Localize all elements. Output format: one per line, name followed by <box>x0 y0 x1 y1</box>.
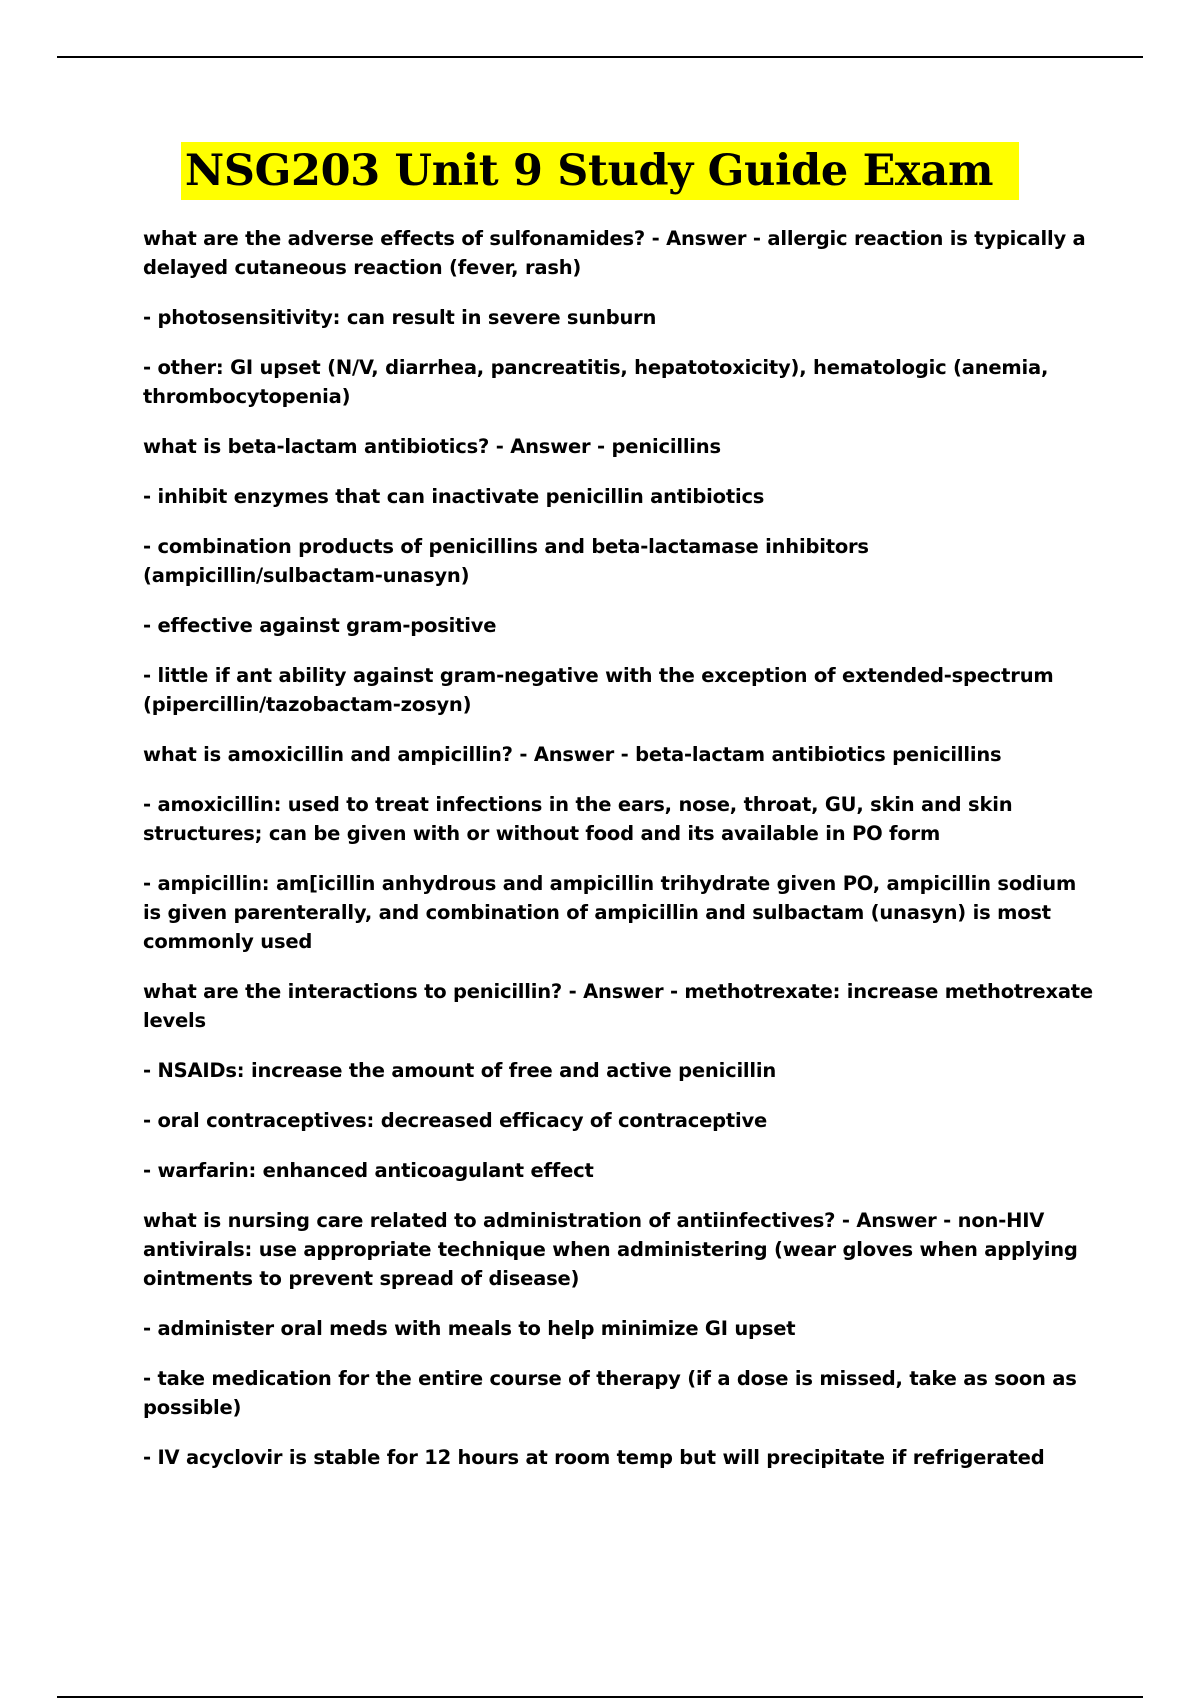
paragraph: - amoxicillin: used to treat infections in the ears, nose, throat, GU, skin and skin structures; can be given with or without food and its available in PO form <box>143 793 1013 845</box>
paragraph: - other: GI upset (N/V, diarrhea, pancreatitis, hepatotoxicity), hematologic (anemia, thrombocytopenia) <box>143 356 1049 408</box>
bottom-rule <box>57 1696 1143 1698</box>
paragraph: - warfarin: enhanced anticoagulant effect <box>143 1159 594 1182</box>
paragraph: what are the interactions to penicillin? - Answer - methotrexate: increase methotrexate levels <box>143 980 1093 1032</box>
paragraph: - inhibit enzymes that can inactivate penicillin antibiotics <box>143 485 765 508</box>
paragraph: what is amoxicillin and ampicillin? - Answer - beta-lactam antibiotics penicillins <box>143 743 1002 766</box>
paragraph: - little if ant ability against gram-negative with the exception of extended-spectrum (pipercillin/tazobactam-zosyn) <box>143 664 1054 716</box>
paragraph: - ampicillin: am[icillin anhydrous and ampicillin trihydrate given PO, ampicillin sodium is given parenterally, and combination of ampicillin and sulbactam (unasyn) is most commonly used <box>143 872 1077 953</box>
paragraph: - administer oral meds with meals to help minimize GI upset <box>143 1317 796 1340</box>
document-title: NSG203 Unit 9 Study Guide Exam <box>181 142 1019 200</box>
title-container <box>0 142 1200 200</box>
paragraph: - photosensitivity: can result in severe sunburn <box>143 306 657 329</box>
paragraph: what are the adverse effects of sulfonamides? - Answer - allergic reaction is typically a delayed cutaneous reaction (fever, rash) <box>143 227 1086 279</box>
paragraph: - NSAIDs: increase the amount of free and active penicillin <box>143 1059 777 1082</box>
paragraph: - oral contraceptives: decreased efficacy of contraceptive <box>143 1109 768 1132</box>
paragraph: what is nursing care related to administration of antiinfectives? - Answer - non-HIV antivirals: use appropriate technique when administering (wear gloves when applying ointments to prevent spread of disease) <box>143 1209 1078 1290</box>
paragraph: - effective against gram-positive <box>143 614 497 637</box>
paragraph: what is beta-lactam antibiotics? - Answer - penicillins <box>143 435 721 458</box>
paragraph: - combination products of penicillins and beta-lactamase inhibitors (ampicillin/sulbactam-unasyn) <box>143 535 869 587</box>
paragraph: - take medication for the entire course of therapy (if a dose is missed, take as soon as possible) <box>143 1367 1077 1419</box>
top-rule <box>57 56 1143 58</box>
paragraph: - IV acyclovir is stable for 12 hours at room temp but will precipitate if refrigerated <box>143 1446 1045 1469</box>
document-body <box>143 224 1093 1493</box>
